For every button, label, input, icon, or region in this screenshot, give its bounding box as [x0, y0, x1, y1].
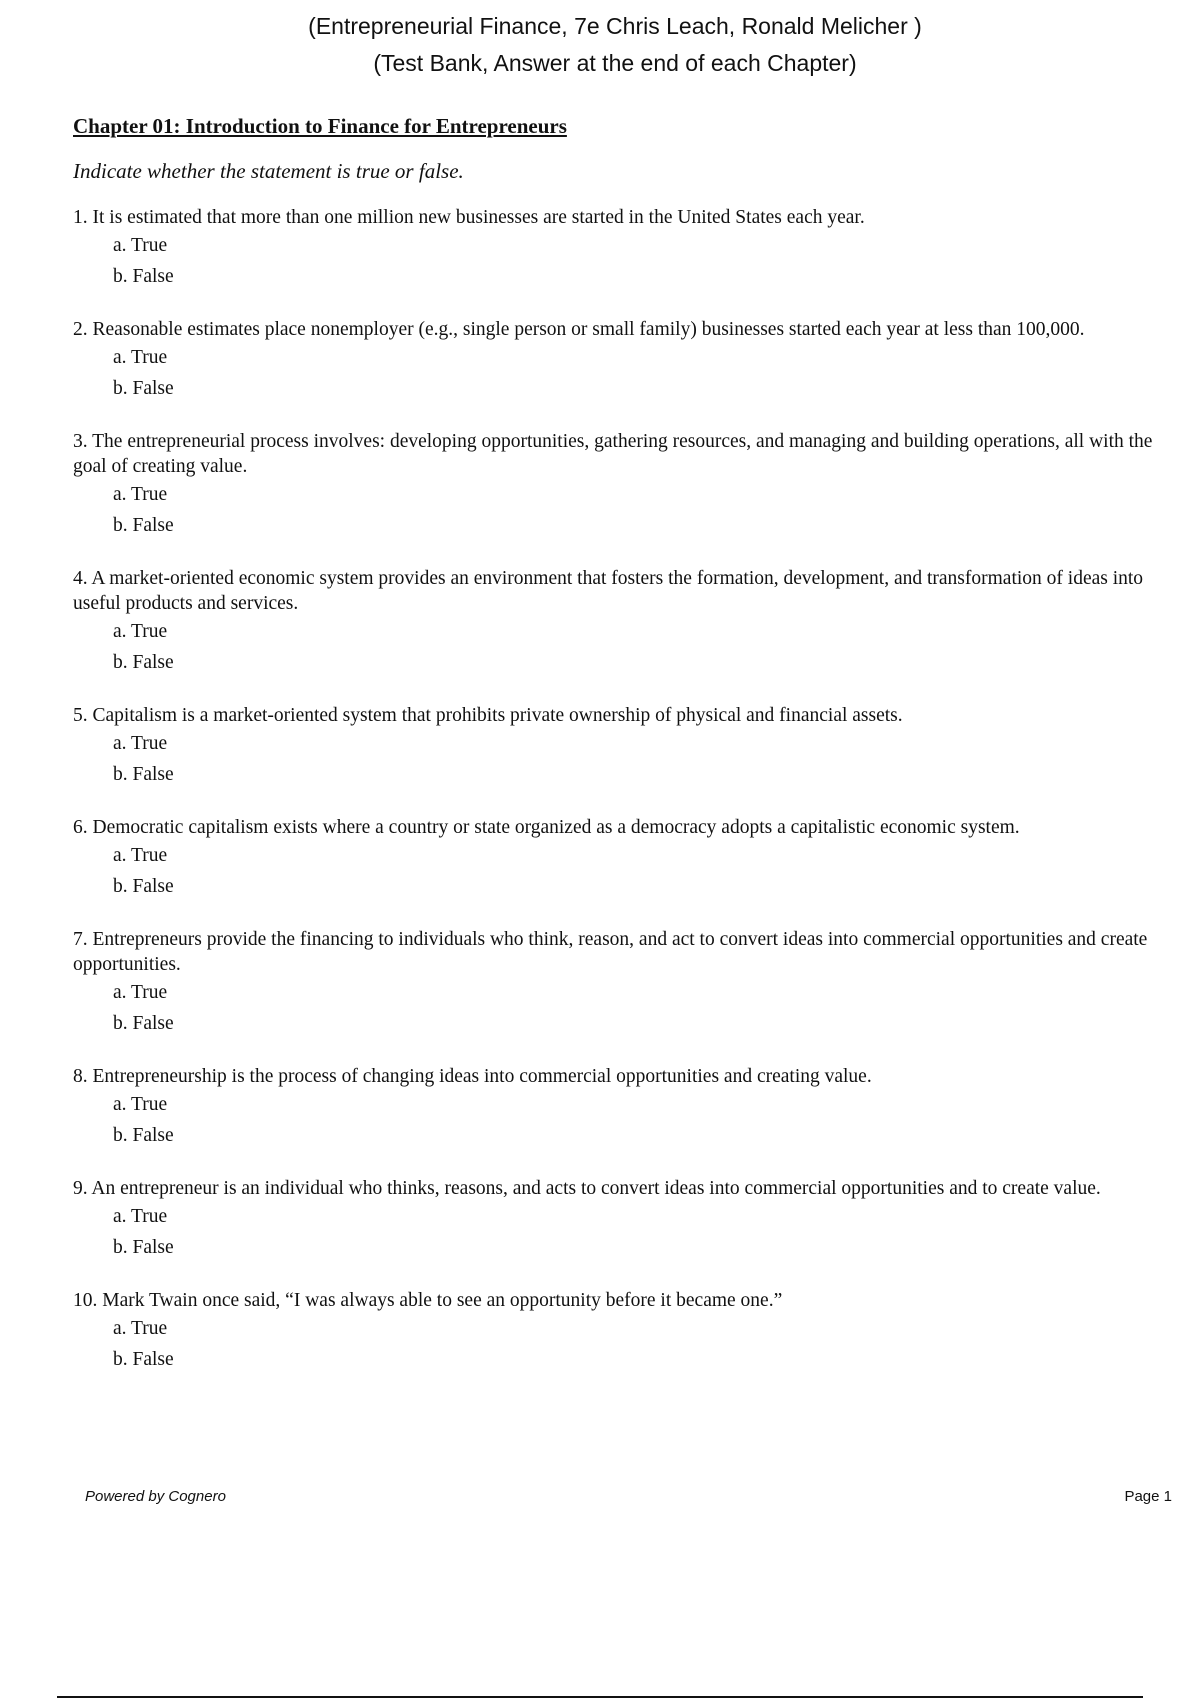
- page-number: Page 1: [1124, 1488, 1172, 1505]
- question-stem: 1. It is estimated that more than one million new businesses are started in the United States each year.: [73, 207, 865, 228]
- document-header: [0, 8, 1200, 82]
- question-item: [73, 566, 1153, 678]
- choice-true: a. True: [113, 347, 168, 368]
- question-item: [73, 1064, 1153, 1151]
- instructions: Indicate whether the statement is true or false.: [73, 159, 464, 183]
- question-item: [73, 927, 1153, 1039]
- chapter-title: Chapter 01: Introduction to Finance for Entrepreneurs: [73, 114, 567, 138]
- question-stem: 9. An entrepreneur is an individual who thinks, reasons, and acts to convert ideas into commercial opportunities and to create value.: [73, 1178, 1101, 1199]
- choice-true: a. True: [113, 845, 168, 866]
- question-item: [73, 1288, 1153, 1375]
- powered-by-label: Powered by Cognero: [85, 1488, 226, 1505]
- question-item: [73, 1176, 1153, 1263]
- choice-true: a. True: [113, 621, 168, 642]
- choice-false: b. False: [113, 1013, 174, 1034]
- question-stem: 8. Entrepreneurship is the process of changing ideas into commercial opportunities and creating value.: [73, 1066, 872, 1087]
- choice-false: b. False: [113, 266, 174, 287]
- question-item: [73, 815, 1153, 902]
- choice-true: a. True: [113, 1094, 168, 1115]
- question-item: [73, 703, 1153, 790]
- choice-false: b. False: [113, 1237, 174, 1258]
- choice-true: a. True: [113, 235, 168, 256]
- choice-false: b. False: [113, 652, 174, 673]
- choice-true: a. True: [113, 1206, 168, 1227]
- question-stem: 10. Mark Twain once said, “I was always able to see an opportunity before it became one.”: [73, 1290, 783, 1311]
- choice-true: a. True: [113, 484, 168, 505]
- choice-false: b. False: [113, 1125, 174, 1146]
- document-body: [73, 112, 1153, 1400]
- choice-true: a. True: [113, 733, 168, 754]
- question-item: [73, 429, 1153, 541]
- choice-false: b. False: [113, 1349, 174, 1370]
- header-book-title: (Entrepreneurial Finance, 7e Chris Leach, Ronald Melicher ): [308, 13, 922, 39]
- question-stem: 4. A market-oriented economic system provides an environment that fosters the formation, development, and transformation of ideas into useful products and services.: [73, 568, 1144, 614]
- question-stem: 2. Reasonable estimates place nonemployer (e.g., single person or small family) businesses started each year at less than 100,000.: [73, 319, 1085, 340]
- choice-true: a. True: [113, 1318, 168, 1339]
- question-stem: 5. Capitalism is a market-oriented system that prohibits private ownership of physical and financial assets.: [73, 705, 903, 726]
- choice-false: b. False: [113, 764, 174, 785]
- question-stem: 3. The entrepreneurial process involves: developing opportunities, gathering resources, and managing and building operations, all with the goal of creating value.: [73, 431, 1153, 477]
- question-stem: 7. Entrepreneurs provide the financing to individuals who think, reason, and act to convert ideas into commercial opportunities and create opportunities.: [73, 929, 1148, 975]
- bottom-divider: [57, 1696, 1143, 1698]
- choice-false: b. False: [113, 378, 174, 399]
- question-stem: 6. Democratic capitalism exists where a country or state organized as a democracy adopts a capitalistic economic system.: [73, 817, 1020, 838]
- header-subtitle: (Test Bank, Answer at the end of each Chapter): [373, 50, 857, 76]
- question-item: [73, 317, 1153, 404]
- question-item: [73, 205, 1153, 292]
- choice-false: b. False: [113, 515, 174, 536]
- question-list: [73, 205, 1153, 1375]
- choice-true: a. True: [113, 982, 168, 1003]
- choice-false: b. False: [113, 876, 174, 897]
